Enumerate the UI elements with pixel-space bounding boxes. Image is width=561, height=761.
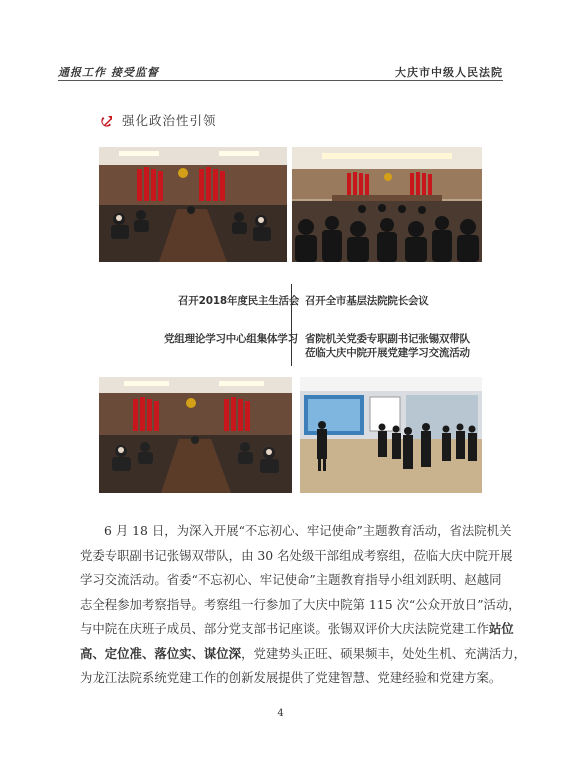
caption-top-left: 召开2018年度民主生活会: [178, 295, 300, 307]
paragraph-emphasis: 站位: [488, 621, 514, 636]
paragraph-text: ，党建势头正旺、硕果频丰，处处生机、充满活力，: [241, 645, 527, 661]
caption-top-right: 召开全市基层法院院长会议: [305, 295, 429, 307]
body-paragraph: [80, 519, 527, 691]
page-number: 4: [277, 708, 284, 719]
caption-bottom-right-line2: 莅临大庆中院开展党建学习交流活动: [305, 347, 470, 359]
paragraph-line: 志全程参加考察指导。考察组一行参加了大庆中院第 115 次“公众开放日”活动，: [80, 596, 521, 612]
section-heading: [100, 111, 217, 129]
paragraph-line: 党委专职副书记张锡双带队，由 30 名处级干部组成考察组，莅临大庆中院开展: [80, 547, 513, 563]
photo-theory-study-session: [99, 377, 292, 493]
paragraph-text: 与中院在庆班子成员、部分党支部书记座谈。张锡双评价大庆法院党建工作: [80, 621, 489, 636]
section-title: 强化政治性引领: [122, 113, 217, 128]
photo-democratic-life-meeting: [99, 147, 287, 262]
party-emblem-icon: [100, 113, 114, 127]
paragraph-line: [80, 642, 527, 667]
header-divider: [58, 80, 503, 81]
paragraph-line: 学习交流活动。省委“不忘初心、牢记使命”主题教育指导小组刘跃明、赵越同: [80, 572, 502, 587]
paragraph-emphasis: 高、定位准、落位实、谋位深: [80, 645, 242, 661]
header-slogan: 通报工作 接受监督: [58, 66, 159, 79]
header-court-name: 大庆市中级人民法院: [395, 66, 503, 79]
caption-bottom-left: 党组理论学习中心组集体学习: [164, 333, 298, 345]
paragraph-line: 6 月 18 日，为深入开展“不忘初心、牢记使命”主题教育活动，省法院机关: [104, 523, 512, 538]
photo-exchange-visit: [300, 377, 482, 493]
photo-court-presidents-meeting: [292, 147, 482, 262]
paragraph-line: 为龙江法院系统党建工作的创新发展提供了党建智慧、党建经验和党建方案。: [80, 670, 502, 685]
paragraph-line: [80, 617, 514, 642]
caption-bottom-right-line1: 省院机关党委专职副书记张锡双带队: [305, 333, 470, 345]
caption-divider: [291, 284, 292, 366]
